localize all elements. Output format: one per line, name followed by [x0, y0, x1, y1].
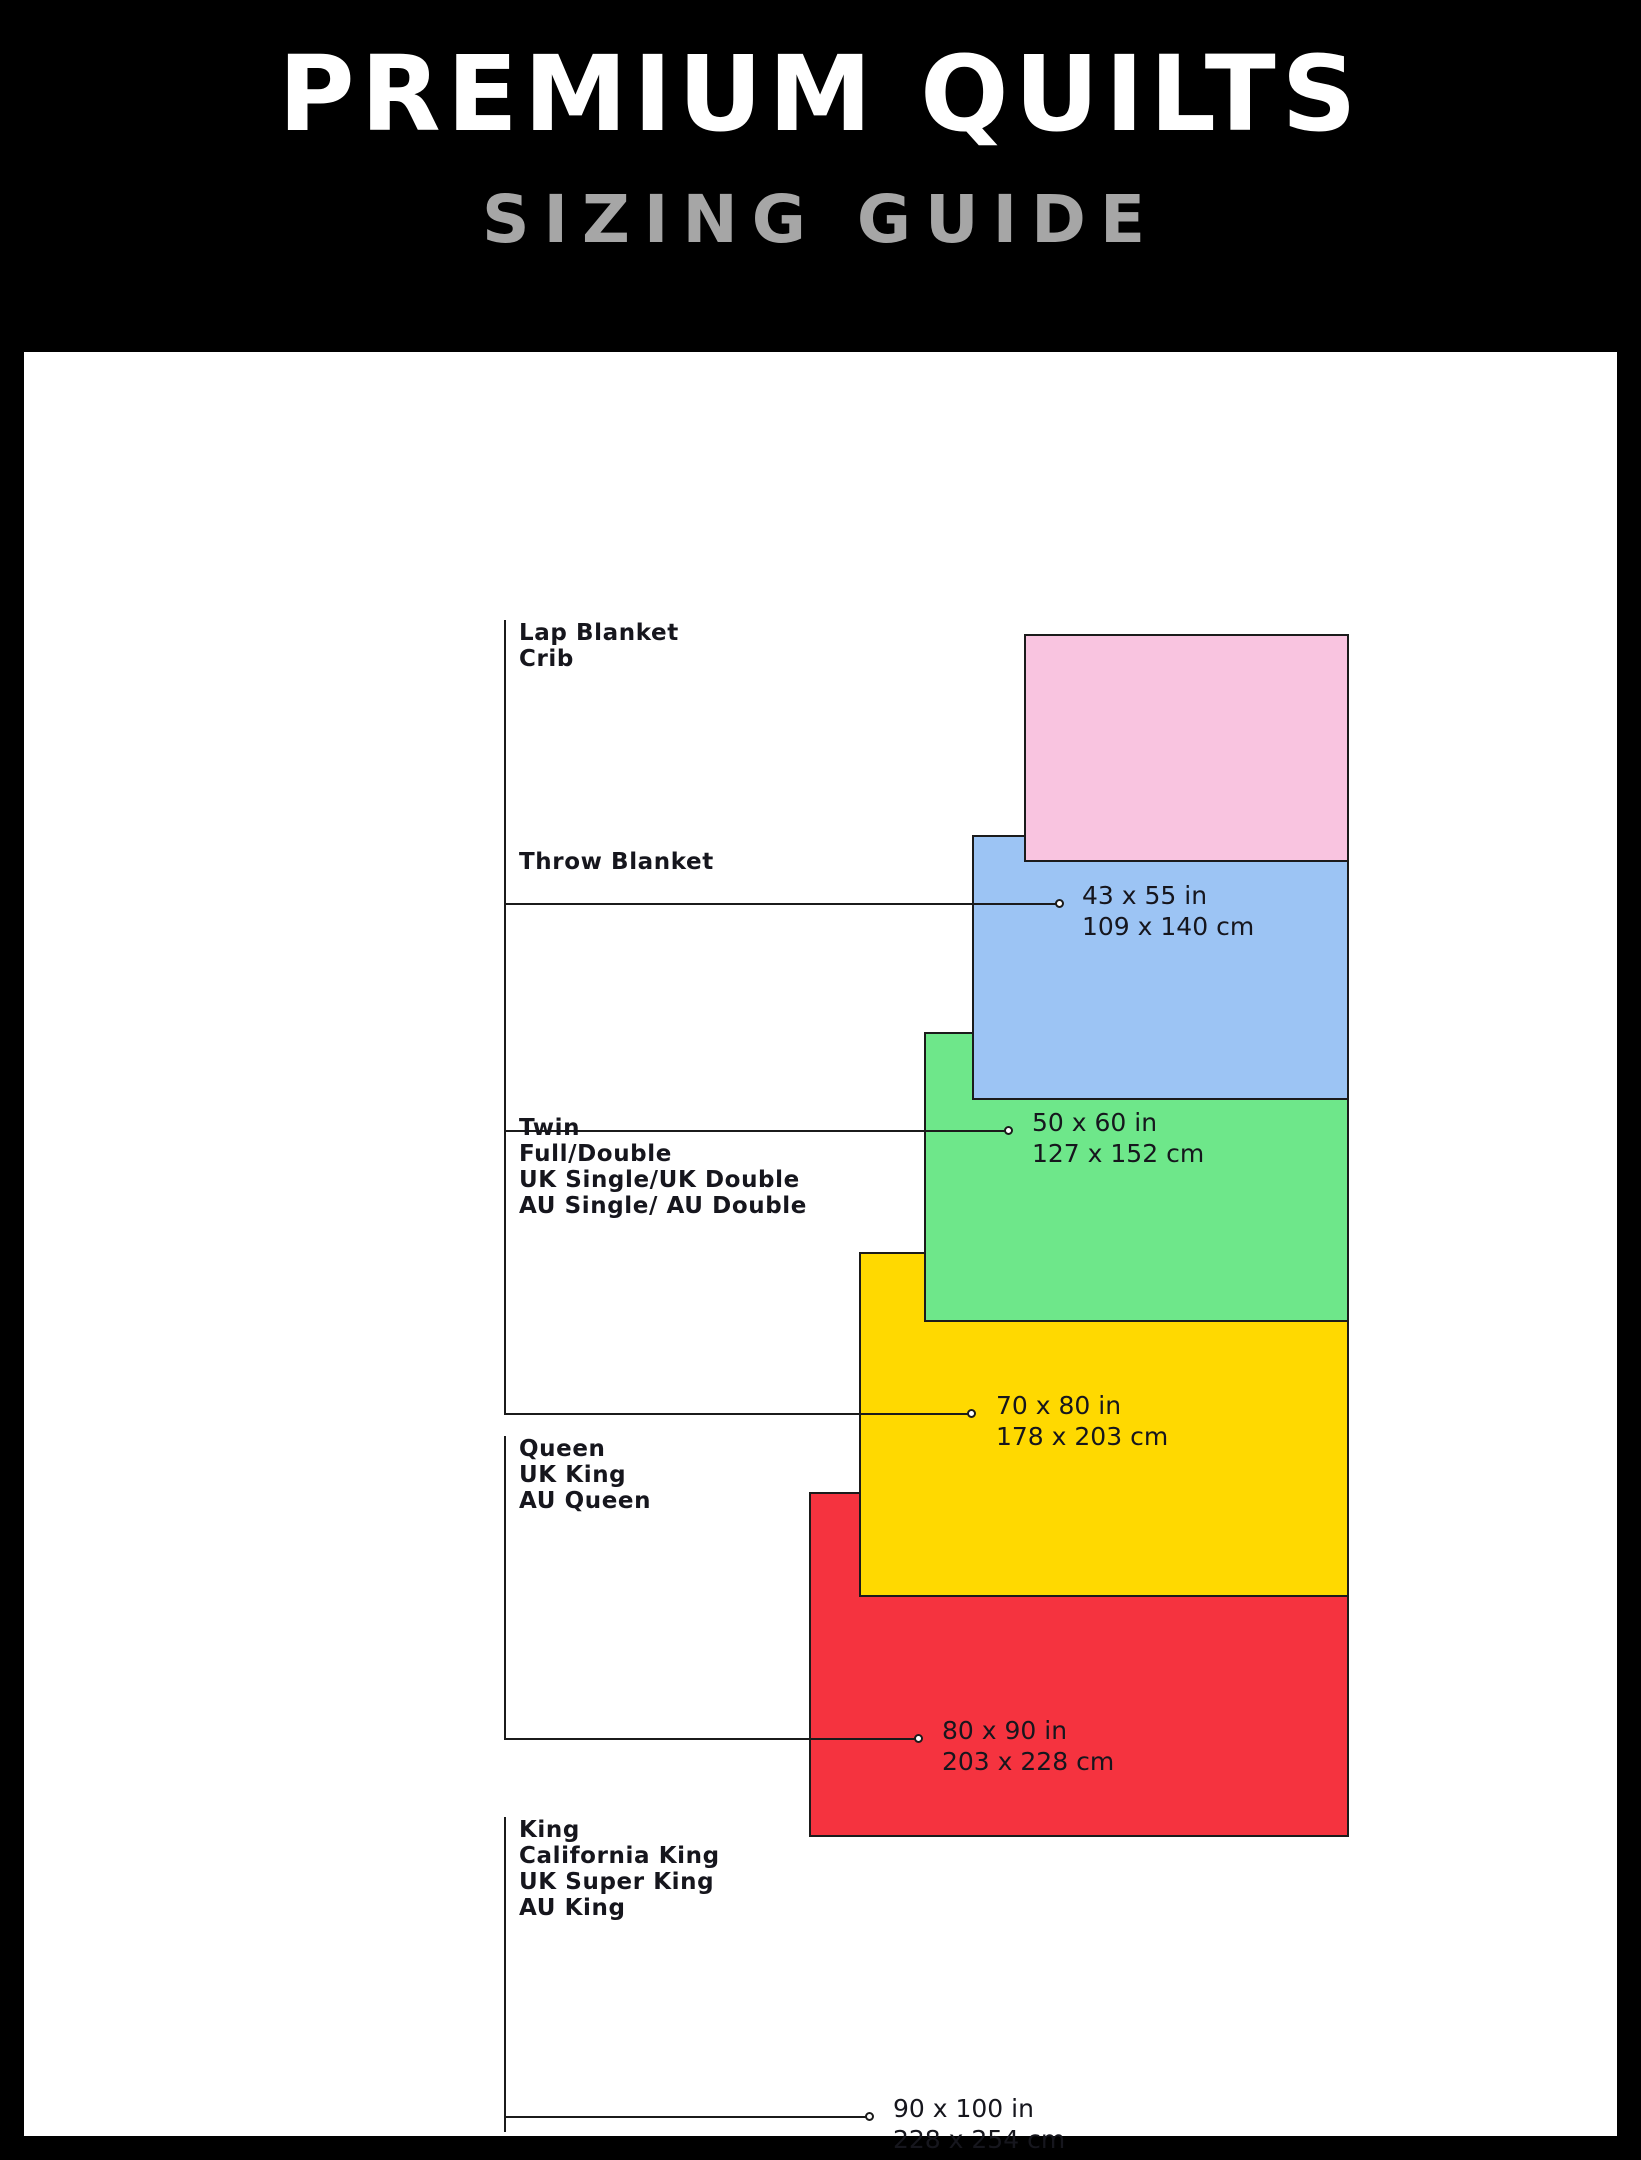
leader-dot-queen: [914, 1734, 923, 1743]
leader-vline-queen: [504, 1436, 506, 1740]
dims-lap-crib-cm: 109 x 140 cm: [1082, 912, 1255, 942]
dims-king-inches: 90 x 100 in: [893, 2094, 1034, 2123]
label-crib: Crib: [519, 645, 574, 672]
dims-king-cm: 228 x 254 cm: [893, 2125, 1066, 2155]
leader-dot-lap-crib: [1055, 899, 1064, 908]
dims-queen-cm: 203 x 228 cm: [942, 1747, 1115, 1777]
size-comparison-diagram: [24, 352, 1617, 2155]
dims-queen-inches: 80 x 90 in: [942, 1716, 1068, 1745]
label-full-double: Full/Double: [519, 1140, 672, 1167]
label-uk-king: UK King: [519, 1461, 627, 1488]
header-banner: [0, 0, 1641, 330]
dims-queen: [942, 1715, 1114, 1778]
page-title: PREMIUM QUILTS: [278, 33, 1363, 155]
leader-vline-throw: [504, 849, 506, 1132]
dims-throw-cm: 127 x 152 cm: [1032, 1139, 1205, 1169]
label-throw-blanket: Throw Blanket: [519, 849, 714, 875]
dims-king: [893, 2093, 1065, 2156]
label-au-single-double: AU Single/ AU Double: [519, 1192, 807, 1219]
label-california-king: California King: [519, 1842, 720, 1869]
dims-lap-crib: [1082, 880, 1254, 943]
dims-lap-crib-inches: 43 x 55 in: [1082, 881, 1208, 910]
size-rect-throw: [972, 835, 1349, 1100]
label-group-king: [519, 1817, 720, 1921]
leader-dot-twin-full: [967, 1409, 976, 1418]
label-group-lap-crib: [519, 620, 679, 672]
leader-hline-king: [504, 2116, 866, 2118]
leader-hline-queen: [504, 1738, 915, 1740]
label-group-queen: [519, 1436, 651, 1514]
leader-hline-lap-crib: [504, 903, 1056, 905]
label-uk-single-double: UK Single/UK Double: [519, 1166, 800, 1193]
label-au-king: AU King: [519, 1894, 626, 1921]
label-king: King: [519, 1817, 580, 1843]
label-queen: Queen: [519, 1436, 606, 1462]
label-twin: Twin: [519, 1115, 581, 1141]
size-rect-lap-crib: [1024, 634, 1349, 862]
leader-vline-twin-full: [504, 1115, 506, 1415]
dims-twin-full: [996, 1390, 1168, 1453]
page-subtitle: SIZING GUIDE: [481, 181, 1160, 258]
dims-throw: [1032, 1107, 1204, 1170]
dims-twin-full-cm: 178 x 203 cm: [996, 1422, 1169, 1452]
leader-dot-king: [865, 2112, 874, 2121]
label-uk-super-king: UK Super King: [519, 1868, 715, 1895]
label-group-twin-full: [519, 1115, 807, 1219]
dims-twin-full-inches: 70 x 80 in: [996, 1391, 1122, 1420]
leader-hline-twin-full: [504, 1413, 968, 1415]
label-lap-blanket: Lap Blanket: [519, 620, 679, 646]
label-au-queen: AU Queen: [519, 1487, 652, 1514]
label-group-throw: [519, 849, 714, 875]
chart-page: [24, 352, 1617, 2155]
leader-dot-throw: [1004, 1126, 1013, 1135]
leader-vline-king: [504, 1817, 506, 2132]
dims-throw-inches: 50 x 60 in: [1032, 1108, 1158, 1137]
